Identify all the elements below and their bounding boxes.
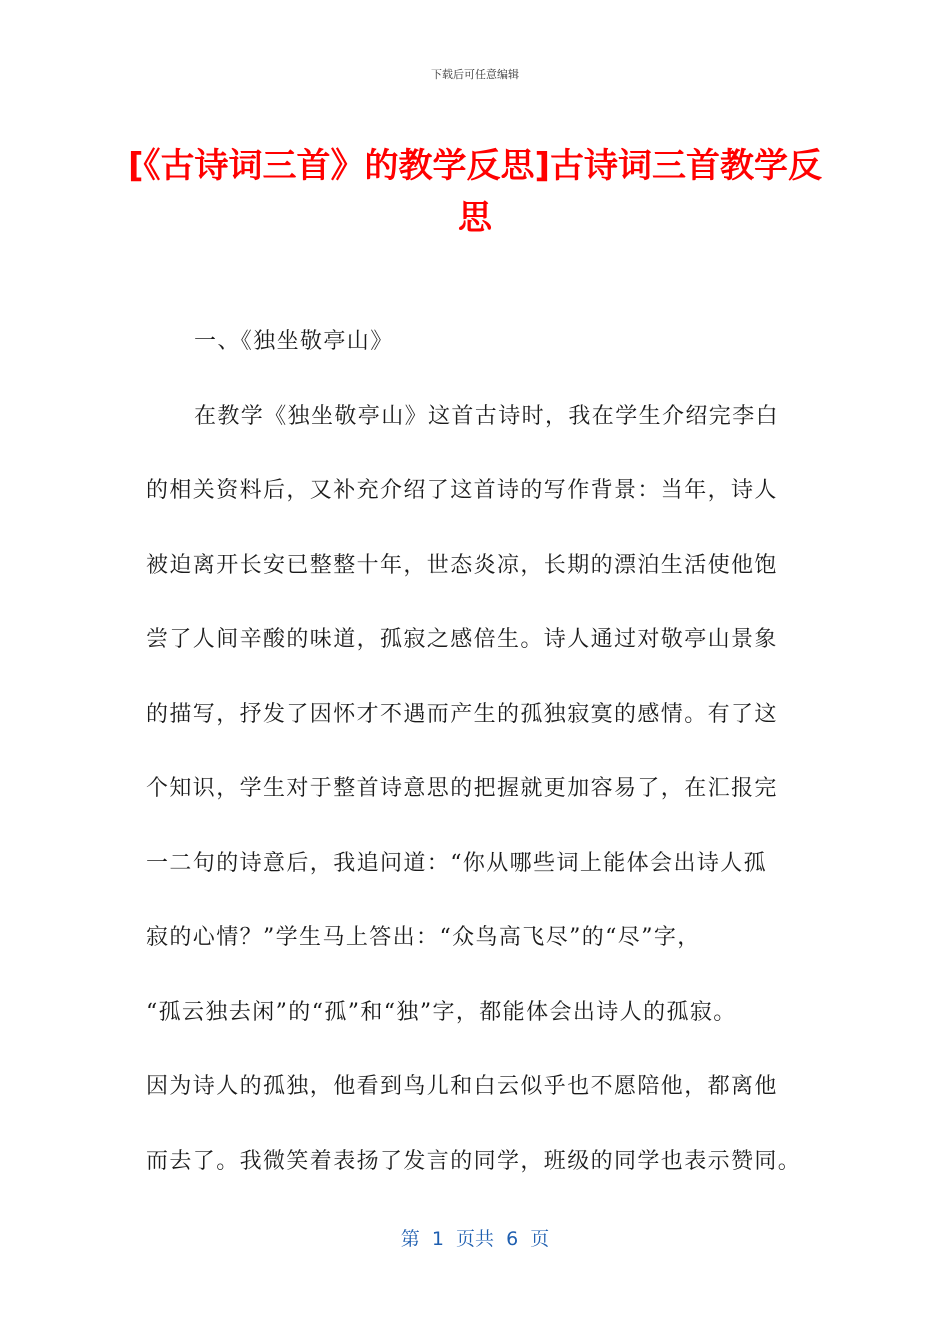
paragraph-line: 寂的心情？”学生马上答出：“众鸟高飞尽”的“尽”字，	[146, 925, 701, 950]
document-body	[146, 320, 806, 1214]
paragraph-line: “孤云独去闲”的“孤”和“独”字，都能体会出诗人的孤寂。	[146, 999, 737, 1025]
paragraph-line: 在教学《独坐敬亭山》这首古诗时，我在学生介绍完李白	[194, 403, 780, 429]
page-header-note: 下载后可任意编辑	[431, 68, 519, 81]
document-title: [《古诗词三首》的教学反思]古诗词三首教学反思	[127, 146, 823, 238]
paragraph-line: 的描写，抒发了因怀才不遇而产生的孤独寂寞的感情。有了这	[146, 701, 778, 727]
paragraph-line: 的相关资料后，又补充介绍了这首诗的写作背景：当年，诗人	[146, 478, 778, 503]
paragraph-line: 个知识，学生对于整首诗意思的把握就更加容易了，在汇报完	[146, 776, 778, 801]
paragraph-line: 因为诗人的孤独，他看到鸟儿和白云似乎也不愿陪他，都离他	[146, 1074, 778, 1099]
paragraph-line: 被迫离开长安已整整十年，世态炎凉，长期的漂泊生活使他饱	[146, 552, 778, 578]
paragraph-line: 尝了人间辛酸的味道，孤寂之感倍生。诗人通过对敬亭山景象	[146, 627, 778, 652]
page-number-footer: 第 1 页共 6 页	[400, 1228, 550, 1250]
paragraph-line: 一二句的诗意后，我追问道：“你从哪些词上能体会出诗人孤	[146, 850, 768, 876]
paragraph-line: 而去了。我微笑着表扬了发言的同学，班级的同学也表示赞同。	[146, 1148, 802, 1174]
section-heading: 一、《独坐敬亭山》	[194, 329, 394, 354]
